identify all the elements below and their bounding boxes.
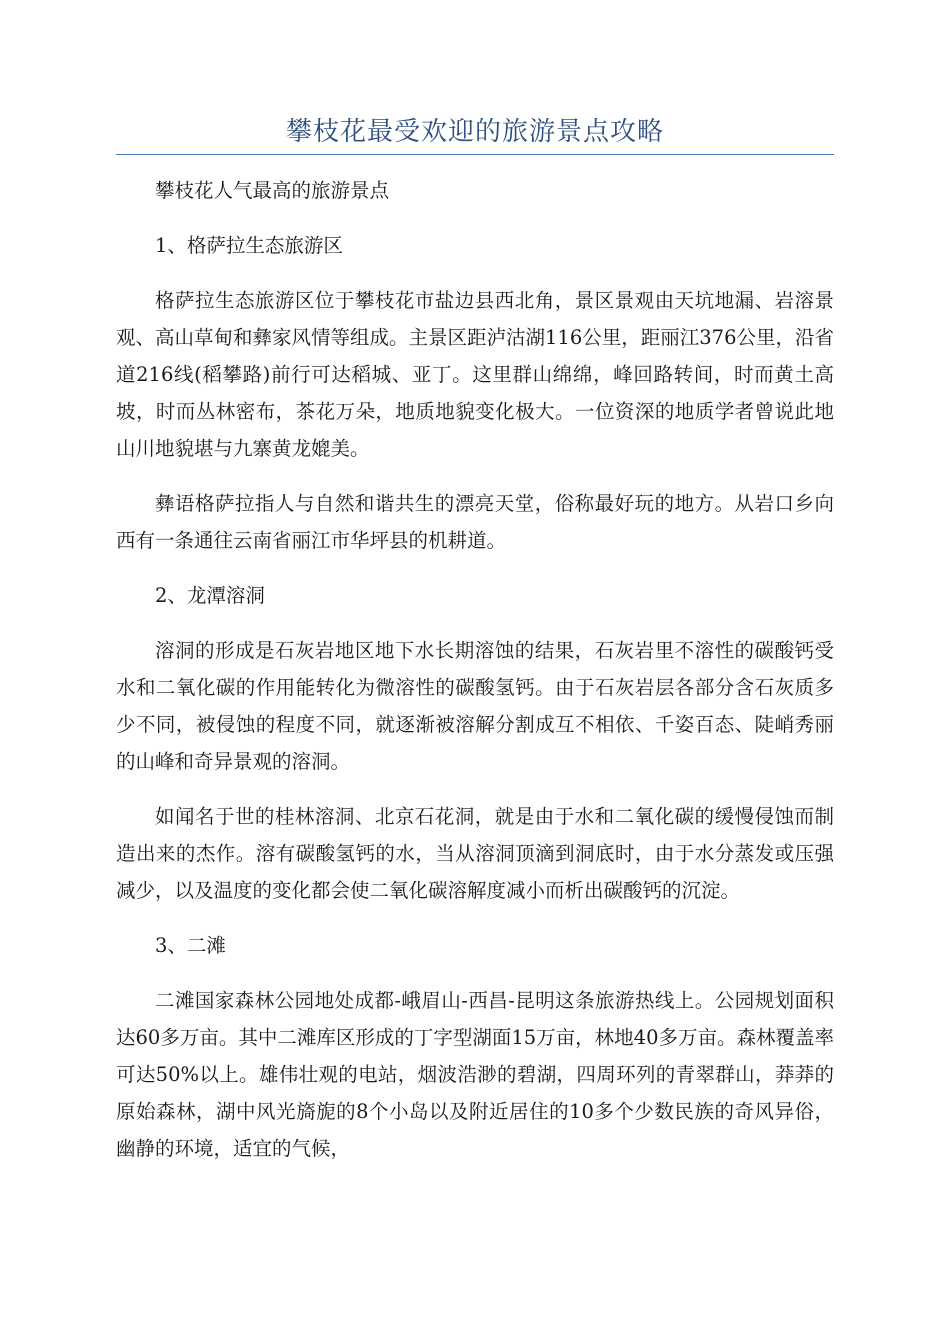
document-body	[116, 172, 834, 1185]
body-paragraph: 格萨拉生态旅游区位于攀枝花市盐边县西北角，景区景观由天坑地漏、岩溶景观、高山草甸和彝家风情等组成。主景区距泸沽湖116公里，距丽江376公里，沿省道216线(稻攀路)前行可达稻城、亚丁。这里群山绵绵，峰回路转间，时而黄土高坡，时而丛林密布，茶花万朵，地质地貌变化极大。一位资深的地质学者曾说此地山川地貌堪与九寨黄龙媲美。	[116, 289, 834, 460]
body-paragraph: 如闻名于世的桂林溶洞、北京石花洞，就是由于水和二氧化碳的缓慢侵蚀而制造出来的杰作。溶有碳酸氢钙的水，当从溶洞顶滴到洞底时，由于水分蒸发或压强减少，以及温度的变化都会使二氧化碳溶解度减小而析出碳酸钙的沉淀。	[116, 805, 834, 902]
title-underline	[116, 154, 834, 155]
section-heading-gesala: 1、格萨拉生态旅游区	[155, 234, 343, 257]
body-paragraph: 彝语格萨拉指人与自然和谐共生的漂亮天堂，俗称最好玩的地方。从岩口乡向西有一条通往云南省丽江市华坪县的机耕道。	[116, 492, 834, 552]
section-intro-heading: 攀枝花人气最高的旅游景点	[155, 179, 390, 202]
section-heading-ertan: 3、二滩	[155, 934, 226, 957]
body-paragraph: 二滩国家森林公园地处成都-峨眉山-西昌-昆明这条旅游热线上。公园规划面积达60多万亩。其中二滩库区形成的丁字型湖面15万亩，林地40多万亩。森林覆盖率可达50%以上。雄伟壮观的电站，烟波浩渺的碧湖，四周环列的青翠群山，莽莽的原始森林，湖中风光旖旎的8个小岛以及附近居住的10多个少数民族的奇风异俗，幽静的环境，适宜的气候，	[116, 989, 834, 1160]
body-paragraph: 溶洞的形成是石灰岩地区地下水长期溶蚀的结果，石灰岩里不溶性的碳酸钙受水和二氧化碳的作用能转化为微溶性的碳酸氢钙。由于石灰岩层各部分含石灰质多少不同，被侵蚀的程度不同，就逐渐被溶解分割成互不相依、千姿百态、陡峭秀丽的山峰和奇异景观的溶洞。	[116, 639, 834, 773]
page-title: 攀枝花最受欢迎的旅游景点攻略	[285, 117, 664, 147]
section-heading-longtan-cave: 2、龙潭溶洞	[155, 584, 265, 607]
